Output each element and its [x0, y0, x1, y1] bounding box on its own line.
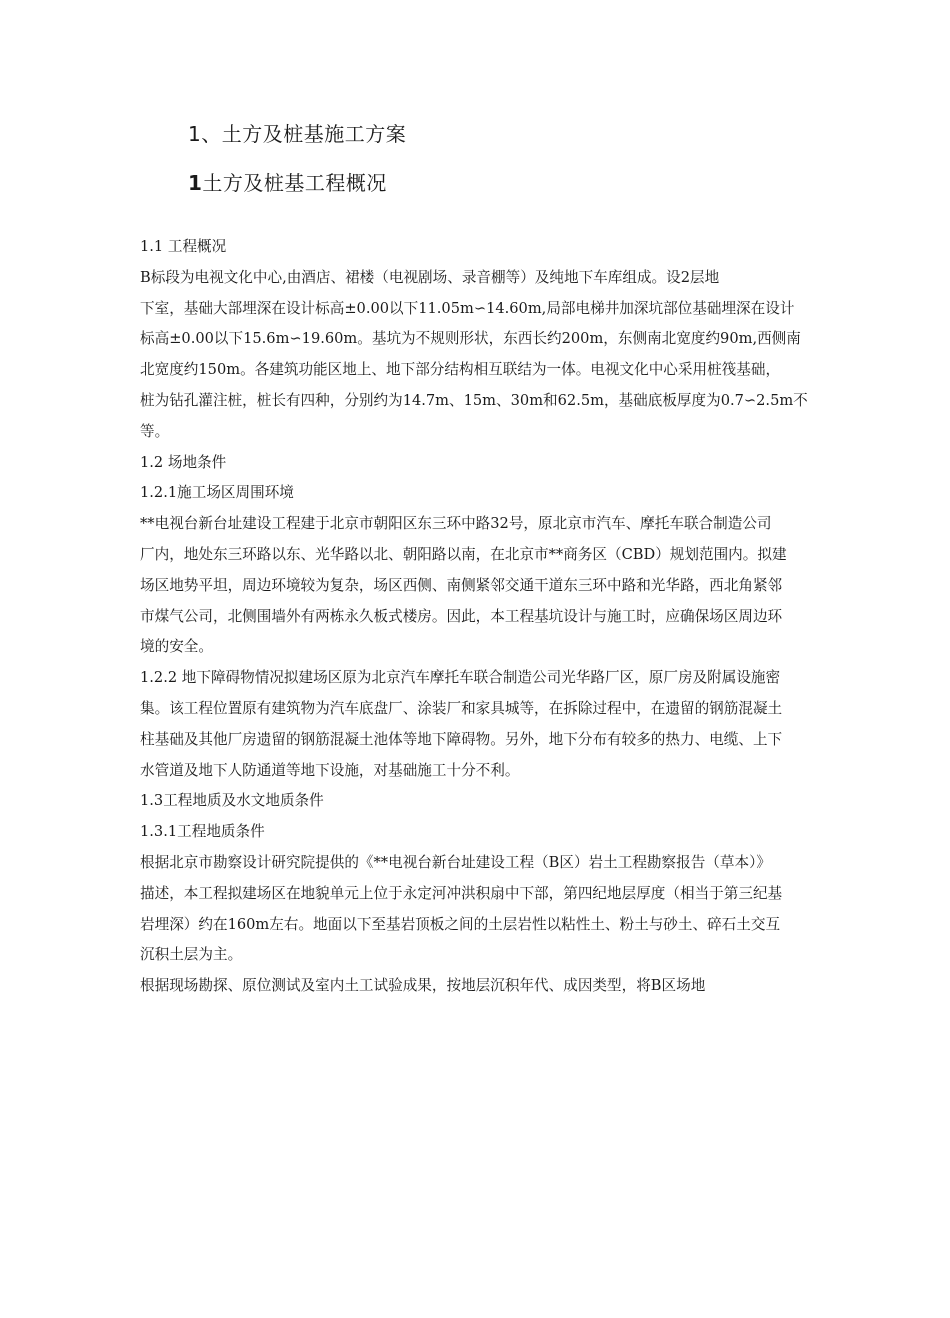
text-line: 集。该工程位置原有建筑物为汽车底盘厂、涂装厂和家具城等，在拆除过程中，在遗留的钢筋混凝土 — [140, 699, 783, 717]
text-line: 北宽度约150m。各建筑功能区地上、地下部分结构相互联结为一体。电视文化中心采用桩筏基础， — [140, 361, 781, 379]
text-line: 1.1 工程概况 — [140, 238, 227, 255]
chapter-title: 1、土方及桩基施工方案 — [188, 122, 407, 146]
text-line: 市煤气公司，北侧围墙外有两栋永久板式楼房。因此，本工程基坑设计与施工时，应确保场区周边环 — [140, 607, 783, 625]
text-line: 根据北京市勘察设计研究院提供的《**电视台新台址建设工程（B区）岩土工程勘察报告（草本）》 — [140, 853, 771, 871]
text-line: 境的安全。 — [140, 638, 213, 656]
text-line: 岩埋深）约在160m左右。地面以下至基岩顶板之间的土层岩性以粘性土、粉土与砂土、碎石土交互 — [140, 915, 781, 933]
text-line: **电视台新台址建设工程建于北京市朝阳区东三环中路32号，原北京市汽车、摩托车联合制造公司 — [140, 515, 772, 533]
text-line: B标段为电视文化中心,由酒店、裙楼（电视剧场、录音棚等）及纯地下车库组成。设2层地 — [140, 268, 720, 286]
text-line: 场区地势平坦，周边环境较为复杂，场区西侧、南侧紧邻交通干道东三环中路和光华路，西北角紧邻 — [140, 576, 783, 594]
text-line: 描述，本工程拟建场区在地貌单元上位于永定河冲洪积扇中下部，第四纪地层厚度（相当于第三纪基 — [140, 884, 783, 902]
text-line: 等。 — [140, 422, 170, 440]
text-line: 水管道及地下人防通道等地下设施，对基础施工十分不利。 — [140, 761, 520, 779]
text-line: 1.2.2 地下障碍物情况拟建场区原为北京汽车摩托车联合制造公司光华路厂区，原厂房及附属设施密 — [140, 669, 781, 687]
text-line: 1.2 场地条件 — [140, 453, 227, 471]
section-title — [188, 167, 387, 196]
text-line: 桩为钻孔灌注桩，桩长有四种，分别约为14.7m、15m、30m和62.5m，基础底板厚度为0.7∽2.5m不 — [140, 391, 808, 409]
section-title-text: 土方及桩基工程概况 — [202, 171, 387, 195]
text-line: 1.3.1工程地质条件 — [140, 823, 265, 841]
section-number: 1 — [188, 171, 203, 195]
text-line: 下室，基础大部埋深在设计标高±0.00以下11.05m∽14.60m,局部电梯井加深坑部位基础埋深在设计 — [140, 299, 795, 317]
text-line: 1.3工程地质及水文地质条件 — [140, 792, 324, 810]
text-line: 厂内，地处东三环路以东、光华路以北、朝阳路以南，在北京市**商务区（CBD）规划范围内。拟建 — [140, 545, 787, 563]
body-text — [140, 232, 880, 1002]
text-line: 柱基础及其他厂房遗留的钢筋混凝土池体等地下障碍物。另外，地下分布有较多的热力、电缆、上下 — [140, 730, 783, 748]
text-line: 标高±0.00以下15.6m∽19.60m。基坑为不规则形状，东西长约200m，东侧南北宽度约90m,西侧南 — [140, 330, 801, 348]
text-line: 沉积土层为主。 — [140, 946, 243, 964]
text-line: 1.2.1施工场区周围环境 — [140, 484, 294, 502]
text-line: 根据现场勘探、原位测试及室内土工试验成果，按地层沉积年代、成因类型，将B区场地 — [140, 977, 706, 995]
